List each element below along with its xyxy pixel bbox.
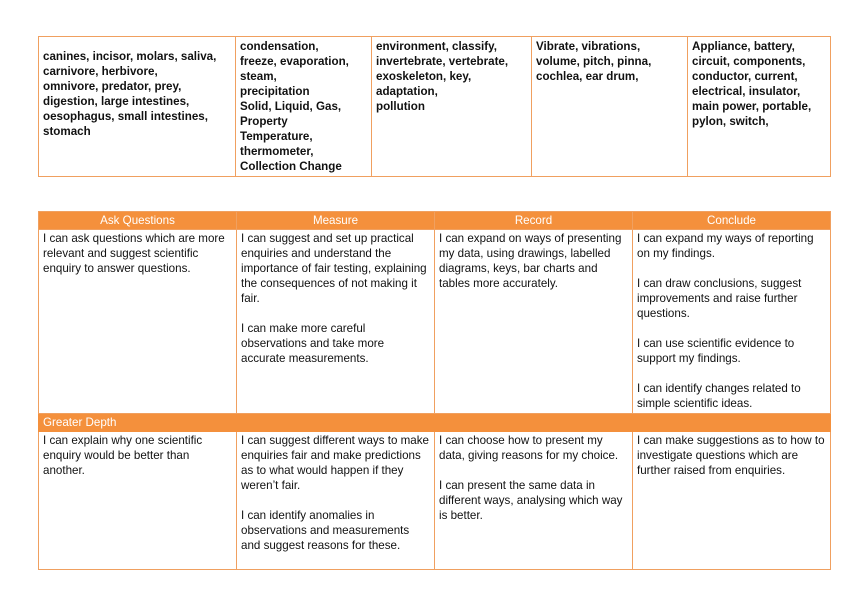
vocabulary-row bbox=[39, 37, 831, 177]
skill-statement: I can make suggestions as to how to investigate questions which are further raised from enquiries. bbox=[637, 434, 825, 477]
vocabulary-cell bbox=[688, 37, 831, 177]
greater-depth-measure-cell bbox=[237, 432, 435, 570]
greater-depth-conclude-cell bbox=[633, 432, 831, 570]
skill-statement: I can expand on ways of presenting my data, using drawings, labelled diagrams, keys, bar charts and tables more accurately. bbox=[439, 232, 622, 290]
vocabulary-text: canines, incisor, molars, saliva, carnivore, herbivore, omnivore, predator, prey, digestion, large intestines, oesophagus, small intestines, stomach bbox=[43, 50, 217, 138]
header-conclude: Conclude bbox=[633, 212, 831, 230]
skill-statement: I can explain why one scientific enquiry would be better than another. bbox=[43, 434, 203, 477]
header-measure: Measure bbox=[237, 212, 435, 230]
skill-statement: I can expand my ways of reporting on my findings. bbox=[637, 232, 814, 260]
vocabulary-cell bbox=[532, 37, 688, 177]
vocabulary-text: condensation, freeze, evaporation, steam, precipitation Solid, Liquid, Gas, Property Temperature, thermometer, Collection Change bbox=[240, 40, 349, 173]
skills-header-row bbox=[39, 212, 831, 230]
vocabulary-table bbox=[38, 36, 831, 177]
expected-measure-cell bbox=[237, 230, 435, 414]
skill-statement: I can suggest and set up practical enquiries and understand the importance of fair testing, explaining the consequences of not making it fair. bbox=[241, 232, 427, 305]
skill-statement: I can identify changes related to simple scientific ideas. bbox=[637, 382, 801, 410]
expected-record-cell bbox=[435, 230, 633, 414]
skill-statement: I can ask questions which are more relevant and suggest scientific enquiry to answer questions. bbox=[43, 232, 225, 275]
greater-depth-row bbox=[39, 432, 831, 570]
greater-depth-band bbox=[39, 414, 831, 432]
skill-statement: I can suggest different ways to make enquiries fair and make predictions as to what would happen if they weren’t fair. bbox=[241, 434, 429, 492]
greater-depth-record-cell bbox=[435, 432, 633, 570]
skill-statement: I can make more careful observations and take more accurate measurements. bbox=[241, 322, 385, 365]
greater-depth-label: Greater Depth bbox=[39, 414, 831, 432]
expected-conclude-cell bbox=[633, 230, 831, 414]
skill-statement: I can choose how to present my data, giving reasons for my choice. bbox=[439, 434, 619, 462]
vocabulary-cell bbox=[372, 37, 532, 177]
vocabulary-cell bbox=[39, 37, 236, 177]
vocabulary-text: environment, classify, invertebrate, vertebrate, exoskeleton, key, adaptation, pollution bbox=[376, 40, 509, 113]
skill-statement: I can identify anomalies in observations and measurements and suggest reasons for these. bbox=[241, 509, 410, 552]
expected-ask-questions-cell bbox=[39, 230, 237, 414]
skill-statement: I can draw conclusions, suggest improvements and raise further questions. bbox=[637, 277, 802, 320]
skill-statement: I can use scientific evidence to support my findings. bbox=[637, 337, 795, 365]
greater-depth-ask-questions-cell bbox=[39, 432, 237, 570]
vocabulary-text: Vibrate, vibrations, volume, pitch, pinna, cochlea, ear drum, bbox=[536, 40, 652, 83]
skills-table bbox=[38, 211, 831, 570]
expected-row bbox=[39, 230, 831, 414]
vocabulary-text: Appliance, battery, circuit, components, conductor, current, electrical, insulator, main power, portable, pylon, switch, bbox=[692, 40, 812, 128]
skill-statement: I can present the same data in different ways, analysing which way is better. bbox=[439, 479, 623, 522]
header-ask-questions: Ask Questions bbox=[39, 212, 237, 230]
vocabulary-cell bbox=[236, 37, 372, 177]
header-record: Record bbox=[435, 212, 633, 230]
